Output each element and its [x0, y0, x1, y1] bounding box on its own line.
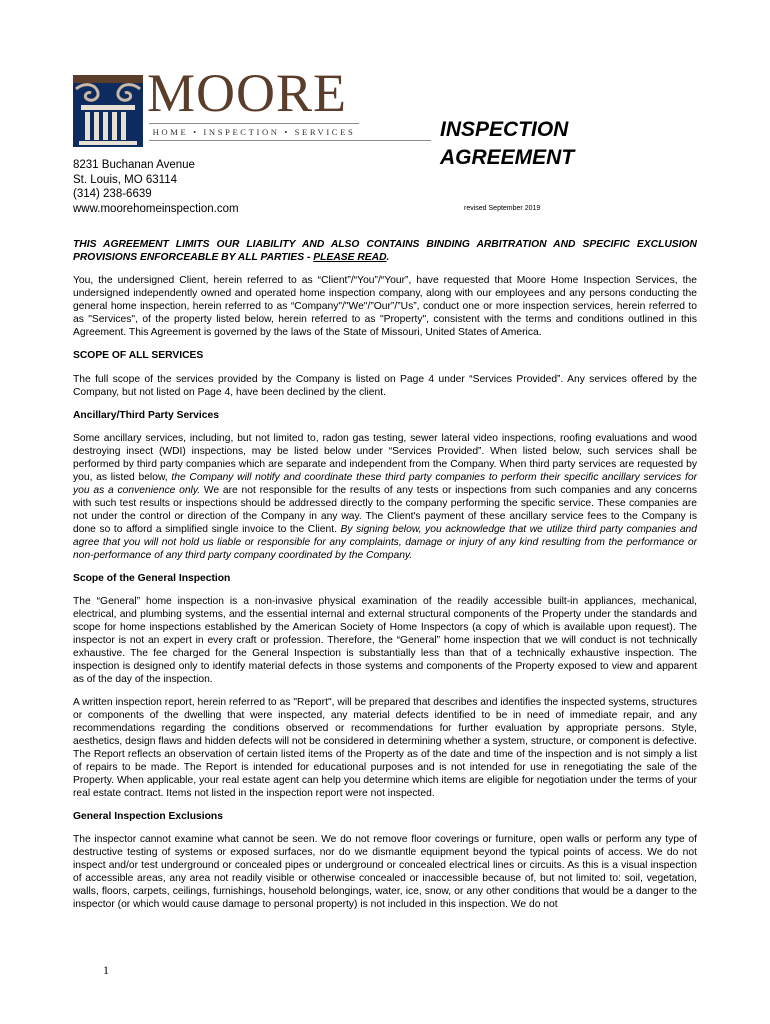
agreement-body [73, 239, 697, 922]
liability-warning: THIS AGREEMENT LIMITS OUR LIABILITY AND ALSO CONTAINS BINDING ARBITRATION AND SPECIFIC EXCLUSION PROVISIONS ENFORCEABLE BY ALL PARTIES - PLEASE READ. [73, 239, 697, 263]
address-street: 8231 Buchanan Avenue [73, 159, 195, 171]
address-city: St. Louis, MO 63114 [73, 173, 177, 186]
title-line-1: INSPECTION [440, 118, 569, 141]
logo-divider-bottom [149, 140, 431, 141]
exclusions-heading: General Inspection Exclusions [73, 811, 223, 823]
page-number: 1 [103, 963, 109, 977]
address-website: www.moorehomeinspection.com [73, 202, 239, 215]
logo-tagline: HOME • INSPECTION • SERVICES [152, 127, 356, 137]
scope-heading: SCOPE OF ALL SERVICES [73, 350, 204, 362]
ancillary-heading: Ancillary/Third Party Services [73, 410, 219, 422]
logo-wordmark: MOORE [147, 63, 348, 123]
intro-paragraph: You, the undersigned Client, herein referred to as “Client”/“You”/“Your”, have requested that Moore Home Inspection Services, the undersigned independently owned and operated home inspection company, along with our employees and any persons conducting the general home inspection, herein referred to as “Company"/"We"/”Our”/”Us”, conduct one or more inspection services, herein referred to as "Services", of the property listed below, herein referred to as "Property", consistent with the terms and conditions outlined in this Agreement. This Agreement is governed by the laws of the State of Missouri, United States of America. [73, 275, 697, 338]
document-title [440, 116, 574, 172]
company-address [73, 158, 239, 216]
company-logo [73, 63, 363, 150]
revision-date: revised September 2019 [464, 205, 541, 212]
address-phone: (314) 238-6639 [73, 188, 152, 200]
exclusions-paragraph: The inspector cannot examine what cannot be seen. We do not remove floor coverings or furniture, open walls or perform any type of destructive testing of systems or exposed surfaces, nor do we dismantle equipment beyond the typical points of access. We do not inspect and/or test underground or concealed pipes or underground or concealed electrical lines or circuits. As this is a visual inspection of accessible areas, any area not readily visible or otherwise concealed or inaccessible because of, but not limited to: soil, vegetation, walls, floors, carpets, ceilings, furnishings, household belongings, water, ice, snow, or any other conditions that would be a danger to the inspector (or which would cause damage to personal property) is not included in this inspection. We do not [73, 834, 697, 910]
general-inspection-paragraph-1: The “General” home inspection is a non-invasive physical examination of the readily accessible built-in appliances, mechanical, electrical, and plumbing systems, and the essential internal and external structural components of the Property under the standards and scope for home inspections established by the American Society of Home Inspectors (a copy of which is available upon request). The inspector is not an expert in every craft or profession. Therefore, the “General” home inspection that we will conduct is not technically exhaustive. The fee charged for the General Inspection is substantially less than that of a technically exhaustive inspection. The inspection is designed only to identify material defects in those systems and components of the Property exposed to view and apparent as of the day of the inspection. [73, 596, 697, 685]
title-line-2: AGREEMENT [440, 146, 575, 169]
general-inspection-paragraph-2: A written inspection report, herein referred to as "Report", will be prepared that describes and identifies the inspected systems, structures or components of the dwelling that were inspected, any material defects identified to be in need of immediate repair, and any recommendations regarding the conditions observed or recommendations for further evaluation by appropriate persons. Style, aesthetics, design flaws and hidden defects will not be considered in determining whether a system, structure, or component is defective. The Report reflects an observation of certain listed items of the Property as of the date and time of the inspection and is not simply a list of repairs to be made. The Report is intended for educational purposes and is not intended for use in renegotiating the sale of the Property. When applicable, your real estate agent can help you determine which items are eligible for negotiation under the terms of your real estate contract. Items not listed in the inspection report were not inspected. [73, 697, 697, 799]
ancillary-paragraph: Some ancillary services, including, but not limited to, radon gas testing, sewer lateral video inspections, roofing evaluations and wood destroying insect (WDI) inspections, may be listed below under “Services Provided”. When listed below, such services shall be performed by third party companies which are separate and independent from the Company. When third party services are requested by you, as listed below, the Company will notify and coordinate these third party companies to perform their specific ancillary services for you as a convenience only. We are not responsible for the results of any tests or inspections from such companies and any concerns with such test results or inspections should be addressed directly to the company performing the specific service. These companies are not under the control or direction of the Company in any way. The Client's payment of these ancillary service fees to the Company is done so to afford a simplified single invoice to the Client. By signing below, you acknowledge that we utilize third party companies and agree that you will not hold us liable or responsible for any complaints, damage or injury of any kind resulting from the performance or non-performance of any third party company coordinated by the Company. [73, 433, 698, 561]
general-inspection-heading: Scope of the General Inspection [73, 573, 231, 585]
column-logo-icon [73, 75, 143, 147]
logo-divider [149, 123, 359, 124]
please-read: PLEASE READ [313, 251, 387, 263]
scope-paragraph: The full scope of the services provided by the Company is listed on Page 4 under “Services Provided”. Any services offered by the Company, but not listed on Page 4, have been declined by the client. [73, 373, 697, 398]
